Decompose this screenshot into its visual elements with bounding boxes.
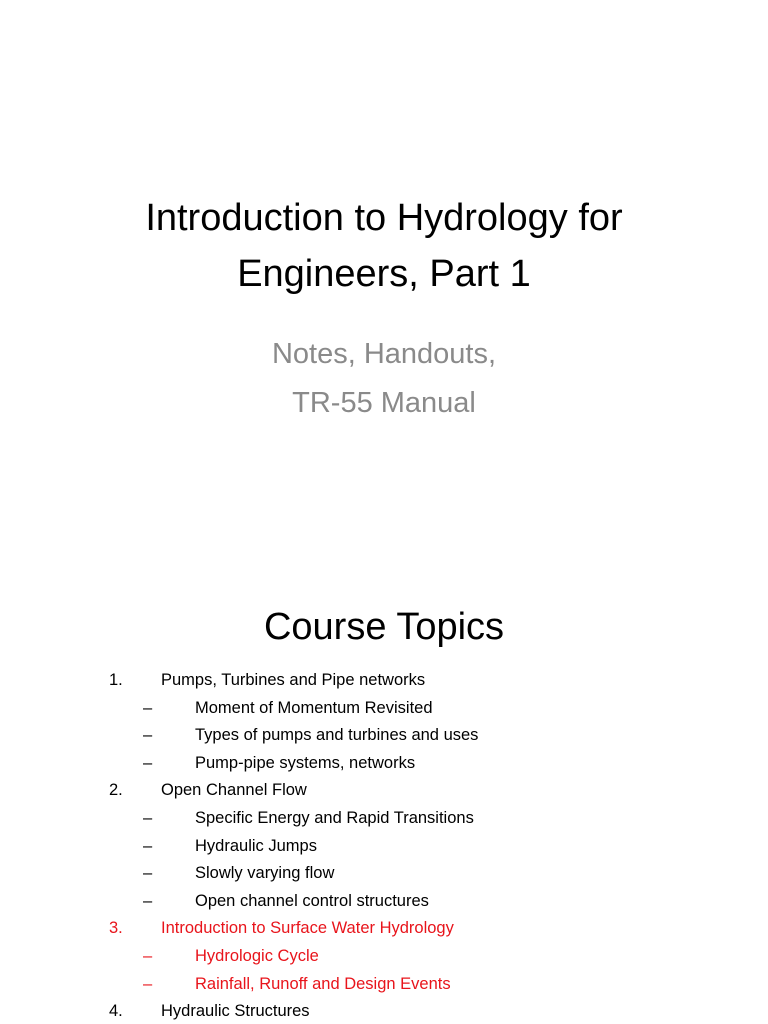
- dash-bullet: –: [143, 726, 153, 745]
- dash-bullet: –: [143, 891, 153, 910]
- subtopic-item: [0, 695, 768, 723]
- slide-title: [0, 190, 768, 302]
- slide-title-line-2: Engineers, Part 1: [237, 253, 531, 295]
- topic-item-4: [0, 998, 768, 1024]
- topic-item-2: [0, 777, 768, 805]
- subtopic-text: Hydraulic Jumps: [195, 836, 317, 855]
- topic-text: Hydraulic Structures: [161, 1002, 310, 1021]
- slide-subtitle: [0, 330, 768, 428]
- topic-text: Introduction to Surface Water Hydrology: [161, 919, 454, 938]
- subtopic-item: [0, 750, 768, 778]
- course-topics-list: [0, 667, 768, 1024]
- dash-bullet: –: [143, 946, 153, 965]
- dash-bullet: –: [143, 974, 153, 993]
- topic-item-3-highlighted: [0, 915, 768, 943]
- course-topics-title: Course Topics: [263, 606, 505, 648]
- subtopic-text: Rainfall, Runoff and Design Events: [195, 974, 451, 993]
- slide-subtitle-line-1: Notes, Handouts,: [271, 338, 497, 370]
- subtopic-text: Slowly varying flow: [195, 864, 335, 883]
- topic-number: 4.: [109, 1002, 123, 1021]
- topic-item-1: [0, 667, 768, 695]
- subtopic-item: [0, 833, 768, 861]
- subtopic-item: [0, 722, 768, 750]
- slide-title-line-1: Introduction to Hydrology for: [145, 197, 623, 239]
- dash-bullet: –: [143, 864, 153, 883]
- subtopic-text: Types of pumps and turbines and uses: [195, 726, 479, 745]
- subtopic-text: Hydrologic Cycle: [195, 946, 319, 965]
- subtopic-text: Moment of Momentum Revisited: [195, 698, 433, 717]
- slide-subtitle-line-2: TR-55 Manual: [292, 387, 476, 419]
- topic-number: 1.: [109, 671, 123, 689]
- dash-bullet: –: [143, 698, 153, 717]
- subtopic-item: [0, 805, 768, 833]
- topic-number: 3.: [109, 919, 123, 938]
- subtopic-item: [0, 860, 768, 888]
- subtopic-item-highlighted: [0, 971, 768, 999]
- subtopic-text: Pump-pipe systems, networks: [195, 753, 416, 772]
- topic-text: Open Channel Flow: [161, 781, 307, 800]
- dash-bullet: –: [143, 836, 153, 855]
- dash-bullet: –: [143, 753, 153, 772]
- subtopic-text: Open channel control structures: [195, 891, 429, 910]
- subtopic-item-highlighted: [0, 943, 768, 971]
- subtopic-text: Specific Energy and Rapid Transitions: [195, 808, 474, 827]
- topic-number: 2.: [109, 781, 123, 800]
- topic-text: Pumps, Turbines and Pipe networks: [161, 671, 426, 689]
- subtopic-item: [0, 888, 768, 916]
- dash-bullet: –: [143, 808, 153, 827]
